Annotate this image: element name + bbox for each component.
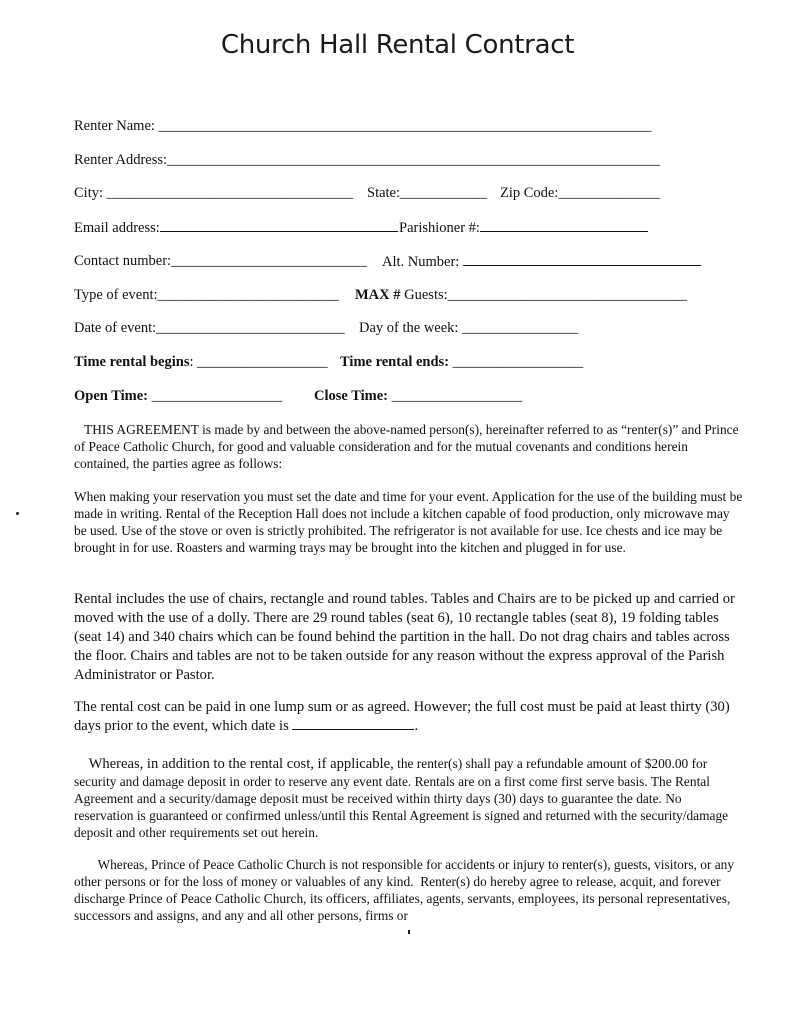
close-time-field[interactable] (314, 388, 522, 405)
deposit-lead: Whereas, in addition to the rental cost, if applicable, (74, 756, 394, 772)
rental-cost-text: The rental cost can be paid in one lump sum or as agreed. However; the full cost must be paid at least thirty (30) days prior to the event, which date is (74, 699, 730, 734)
rental-cost-end: . (414, 718, 419, 734)
contact-number-field[interactable]: Contact number:___________________________ (74, 253, 367, 269)
day-of-week-field[interactable]: Day of the week: ________________ (359, 320, 579, 336)
liability-paragraph: Whereas, Prince of Peace Catholic Church is not responsible for accidents or injury to renter(s), guests, visitors, or any other persons or for the loss of money or valuables of any kind. Renter(s) do hereby agree to release, acquit, and forever discharge Prince of Peace Catholic Church, its officers, affiliates, agents, servants, employees, its personal representatives, successors and assigns, and any and all other persons, firms or (74, 857, 738, 923)
email-blank[interactable] (160, 219, 398, 232)
close-time-blank: __________________ (387, 388, 523, 404)
margin-bullet-mark (16, 512, 19, 515)
alt-number-blank[interactable] (463, 253, 701, 266)
time-begins-blank: : __________________ (189, 354, 328, 370)
date-of-event-field[interactable]: Date of event:__________________________ (74, 320, 345, 336)
state-field[interactable]: State:____________ (367, 185, 488, 201)
time-ends-label: Time rental ends: (340, 354, 450, 370)
time-ends-blank: __________________ (449, 354, 584, 370)
agreement-paragraph: THIS AGREEMENT is made by and between the above-named person(s), hereinafter referred to as “renter(s)” and Prince of Peace Catholic Church, for good and valuable consideration and for the mutual covenants and conditions herein contained, the parties agree as follows: (74, 422, 742, 471)
deposit-paragraph (74, 755, 744, 841)
open-time-field[interactable] (74, 388, 282, 405)
city-field[interactable]: City: __________________________________ (74, 185, 354, 201)
email-label: Email address: (74, 220, 160, 236)
parishioner-field[interactable] (399, 219, 648, 237)
tables-paragraph: Rental includes the use of chairs, rectangle and round tables. Tables and Chairs are to be picked up and carried or moved with the use of a dolly. There are 29 round tables (seat 6), 10 rectangle tables (seat 8), 19 folding tables (seat 14) and 340 chairs which can be found behind the partition in the hall. Do not drag chairs and tables across the floor. Chairs and tables are not to be taken outside for any reason without the express approval of the Parish Administrator or Pastor. (74, 591, 735, 683)
time-rental-begins-field[interactable] (74, 354, 328, 371)
close-time-label: Close Time: (314, 388, 388, 404)
email-field[interactable] (74, 219, 398, 237)
max-guests-label: MAX # (355, 287, 401, 303)
alt-number-label: Alt. Number: (382, 254, 460, 270)
page-title: Church Hall Rental Contract (220, 30, 575, 60)
renter-address-field[interactable]: Renter Address:____________________________________________________________________ (74, 152, 661, 168)
renter-name-field[interactable]: Renter Name: ____________________________________________________________________ (74, 118, 652, 134)
rental-cost-paragraph (74, 698, 744, 736)
alt-number-field[interactable] (382, 253, 701, 271)
page-cut-mark (408, 930, 410, 934)
open-time-label: Open Time: (74, 388, 148, 404)
time-begins-label: Time rental begins (74, 354, 190, 370)
parishioner-label: Parishioner #: (399, 220, 480, 236)
parishioner-blank[interactable] (480, 219, 648, 232)
open-time-blank: __________________ (148, 388, 283, 404)
max-guests-field[interactable] (355, 287, 687, 304)
deposit-text: the renter(s) shall pay a refundable amount of $200.00 for security and damage deposit in order to reserve any event date. Rentals are on a first come first serve basis. The Rental Agreement and a security/damage deposit must be received within thirty days (30) days to guarantee the date. No reservation is guaranteed or confirmed unless/until this Rental Agreement is signed and returned with the security/damage deposit and other requirements set out herein. (74, 756, 732, 840)
type-of-event-field[interactable]: Type of event:_________________________ (74, 287, 339, 303)
reservation-paragraph: When making your reservation you must set the date and time for your event. Application for the use of the building must be made in writing. Rental of the Reception Hall does not include a kitchen capable of food production, only microwave may be used. Use of the stove or oven is strictly prohibited. The refrigerator is not available for use. Ice chests and ice may be brought in for use. Roasters and warming trays may be brought into the kitchen and plugged in for use. (74, 489, 743, 555)
cost-due-date-blank[interactable] (292, 717, 414, 730)
time-rental-ends-field[interactable] (340, 354, 583, 371)
max-guests-blank: Guests:_________________________________ (400, 287, 687, 303)
zip-code-field[interactable]: Zip Code:______________ (500, 185, 660, 201)
